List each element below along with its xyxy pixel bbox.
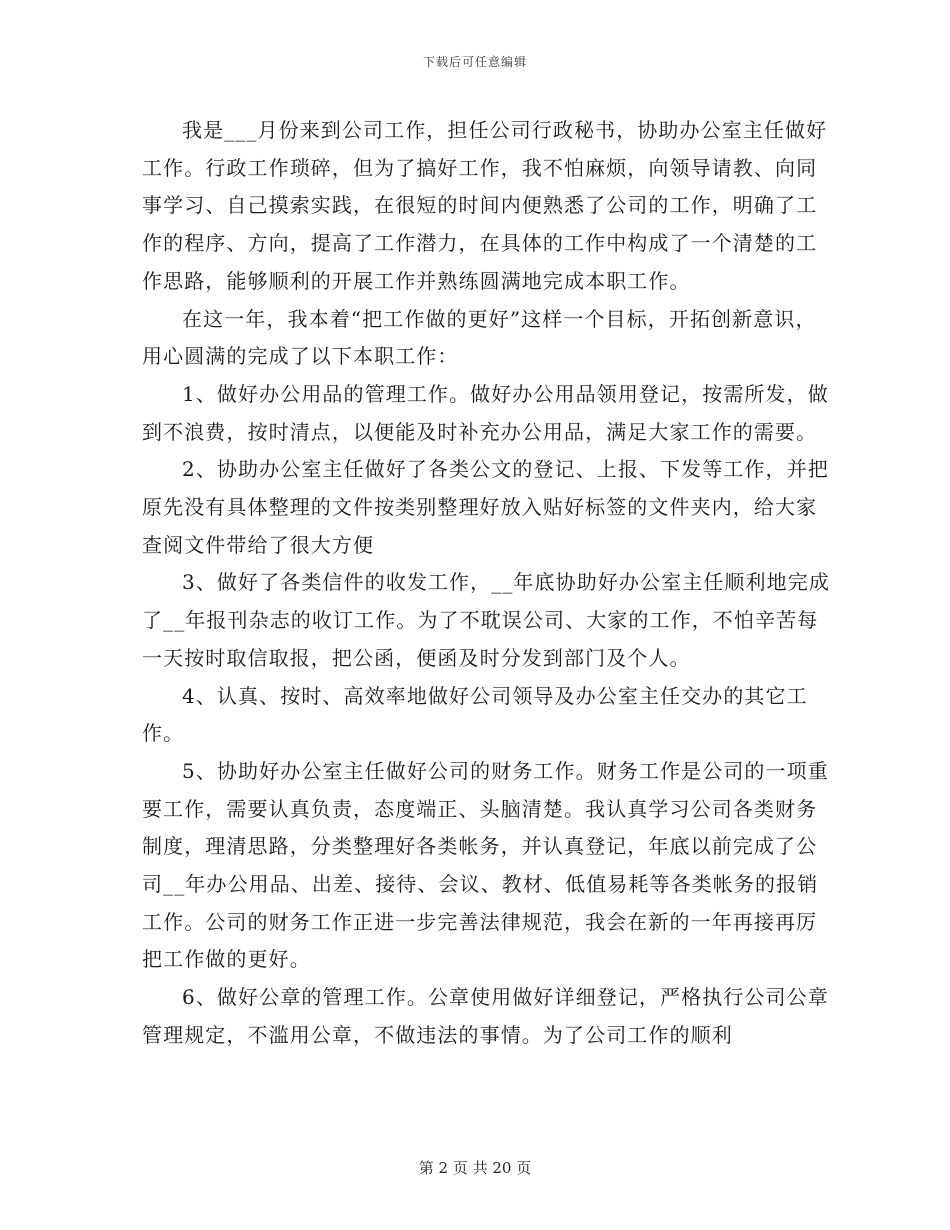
paragraph-intro: 我是___月份来到公司工作，担任公司行政秘书，协助办公室主任做好工作。行政工作琐碎，但为了搞好工作，我不怕麻烦，向领导请教、向同事学习、自己摸索实践，在很短的时间内便熟悉了公司的工作，明确了工作的程序、方向，提高了工作潜力，在具体的工作中构成了一个清楚的工作思路，能够顺利的开展工作并熟练圆满地完成本职工作。	[142, 118, 828, 293]
paragraph-item-4: 4、认真、按时、高效率地做好公司领导及办公室主任交办的其它工作。	[142, 683, 808, 746]
paragraph-item-1: 1、做好办公用品的管理工作。做好办公用品领用登记，按需所发，做到不浪费，按时清点，以便能及时补充办公用品，满足大家工作的需要。	[142, 381, 829, 444]
paragraph-goal: 在这一年，我本着“把工作做的更好”这样一个目标，开拓创新意识，用心圆满的完成了以下本职工作：	[142, 306, 817, 369]
page-header-note: 下载后可任意编辑	[422, 55, 527, 69]
page-number: 第 2 页 共 20 页	[418, 1159, 532, 1177]
paragraph-item-5: 5、协助好办公室主任做好公司的财务工作。财务工作是公司的一项重要工作，需要认真负责，态度端正、头脑清楚。我认真学习公司各类财务制度，理清思路，分类整理好各类帐务，并认真登记，年底以前完成了公司__年办公用品、出差、接待、会议、教材、低值易耗等各类帐务的报销工作。公司的财务工作正进一步完善法律规范，我会在新的一年再接再厉把工作做的更好。	[142, 758, 829, 972]
paragraph-item-3: 3、做好了各类信件的收发工作，__年底协助好办公室主任顺利地完成了__年报刊杂志的收订工作。为了不耽误公司、大家的工作，不怕辛苦每一天按时取信取报，把公函，便函及时分发到部门及个人。	[142, 570, 830, 670]
document-body	[142, 112, 832, 1055]
paragraph-item-6: 6、做好公章的管理工作。公章使用做好详细登记，严格执行公司公章管理规定，不滥用公章，不做违法的事情。为了公司工作的顺利	[142, 985, 829, 1047]
paragraph-item-2: 2、协助办公室主任做好了各类公文的登记、上报、下发等工作，并把原先没有具体整理的文件按类别整理好放入贴好标签的文件夹内，给大家查阅文件带给了很大方便	[142, 457, 829, 557]
